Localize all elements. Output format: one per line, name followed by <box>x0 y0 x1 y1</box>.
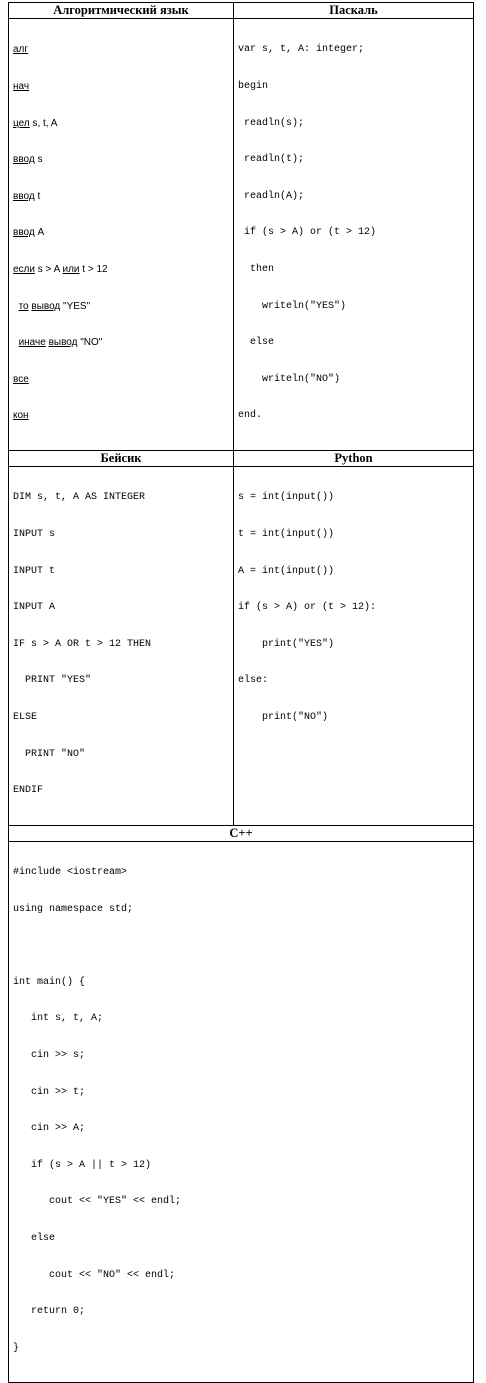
code-line: if (s > A) or (t > 12): <box>238 602 377 614</box>
keyword: все <box>13 373 29 385</box>
keyword: иначе <box>18 337 46 349</box>
code-line <box>13 301 233 313</box>
code-text: t <box>34 190 41 202</box>
code-line <box>13 44 233 56</box>
basic-code-block <box>9 466 234 825</box>
code-line: int main() { <box>13 976 86 988</box>
code-line: begin <box>238 81 269 92</box>
keyword: или <box>62 263 80 275</box>
keyword: кон <box>13 410 29 422</box>
code-line: writeln("YES") <box>238 300 347 312</box>
keyword: ввод <box>13 154 35 166</box>
code-line <box>13 940 473 952</box>
keyword: алг <box>13 44 29 56</box>
code-line: s = int(input()) <box>238 492 335 504</box>
header-algo: Алгоритмический язык <box>9 3 234 19</box>
keyword: вывод <box>31 300 61 312</box>
code-line: t = int(input()) <box>238 528 335 540</box>
code-line <box>13 154 233 166</box>
code-line <box>13 191 233 203</box>
keyword: нач <box>13 81 30 92</box>
code-line: readln(t); <box>238 154 305 166</box>
code-line: var s, t, A: integer; <box>238 44 365 56</box>
code-line: cout << "YES" << endl; <box>13 1196 182 1208</box>
code-line: int s, t, A; <box>13 1013 104 1025</box>
code-line <box>13 81 233 93</box>
code-line: cin >> t; <box>13 1086 86 1098</box>
keyword: то <box>18 300 29 312</box>
code-line: return 0; <box>13 1306 86 1318</box>
code-line: print("NO") <box>238 711 329 723</box>
keyword: ввод <box>13 190 35 202</box>
code-line <box>13 374 233 386</box>
code-line: readln(s); <box>238 117 305 129</box>
pascal-code-block <box>234 19 474 451</box>
code-line: INPUT t <box>13 565 56 577</box>
code-line: A = int(input()) <box>238 565 335 577</box>
header-cpp: C++ <box>9 825 474 841</box>
code-line: INPUT s <box>13 528 56 540</box>
code-text: "YES" <box>60 300 91 312</box>
code-line: cout << "NO" << endl; <box>13 1269 176 1281</box>
code-line: cin >> A; <box>13 1123 86 1135</box>
code-line: PRINT "YES" <box>13 675 92 687</box>
code-line: else <box>13 1233 56 1245</box>
code-line: ELSE <box>13 711 38 723</box>
code-text: s <box>34 154 43 166</box>
code-text: t > 12 <box>79 263 108 275</box>
keyword: цел <box>13 117 30 129</box>
code-line: if (s > A) or (t > 12) <box>238 227 377 239</box>
header-python: Python <box>234 450 474 466</box>
cpp-code-block <box>9 841 474 1383</box>
code-line: readln(A); <box>238 190 305 202</box>
code-line <box>13 118 233 130</box>
keyword: если <box>13 263 35 275</box>
python-code-block <box>234 466 474 825</box>
code-line: then <box>238 263 275 275</box>
keyword: ввод <box>13 227 35 239</box>
code-line <box>13 410 233 422</box>
code-line: #include <iostream> <box>13 867 128 879</box>
code-line: else <box>238 337 275 349</box>
header-basic: Бейсик <box>9 450 234 466</box>
code-comparison-table <box>8 2 474 1383</box>
code-line <box>13 337 233 349</box>
code-line: writeln("NO") <box>238 373 341 385</box>
code-line <box>13 227 233 239</box>
code-line: } <box>13 1342 20 1354</box>
code-line: PRINT "NO" <box>13 748 86 760</box>
code-line: INPUT A <box>13 602 56 614</box>
code-line: if (s > A || t > 12) <box>13 1159 152 1171</box>
code-text: "NO" <box>77 337 103 349</box>
header-pascal: Паскаль <box>234 3 474 19</box>
code-line: IF s > A OR t > 12 THEN <box>13 638 152 650</box>
code-text: s > A <box>34 263 63 275</box>
code-line: using namespace std; <box>13 903 134 915</box>
code-line: DIM s, t, A AS INTEGER <box>13 492 146 504</box>
code-text: s, t, A <box>29 117 58 129</box>
code-line: ENDIF <box>13 785 44 797</box>
code-line <box>13 264 233 276</box>
keyword: вывод <box>48 337 78 349</box>
code-line: cin >> s; <box>13 1050 86 1062</box>
code-text: A <box>34 227 45 239</box>
algo-code-block <box>9 19 234 451</box>
code-line: end. <box>238 410 263 422</box>
code-line: else: <box>238 675 269 687</box>
code-line: print("YES") <box>238 638 335 650</box>
